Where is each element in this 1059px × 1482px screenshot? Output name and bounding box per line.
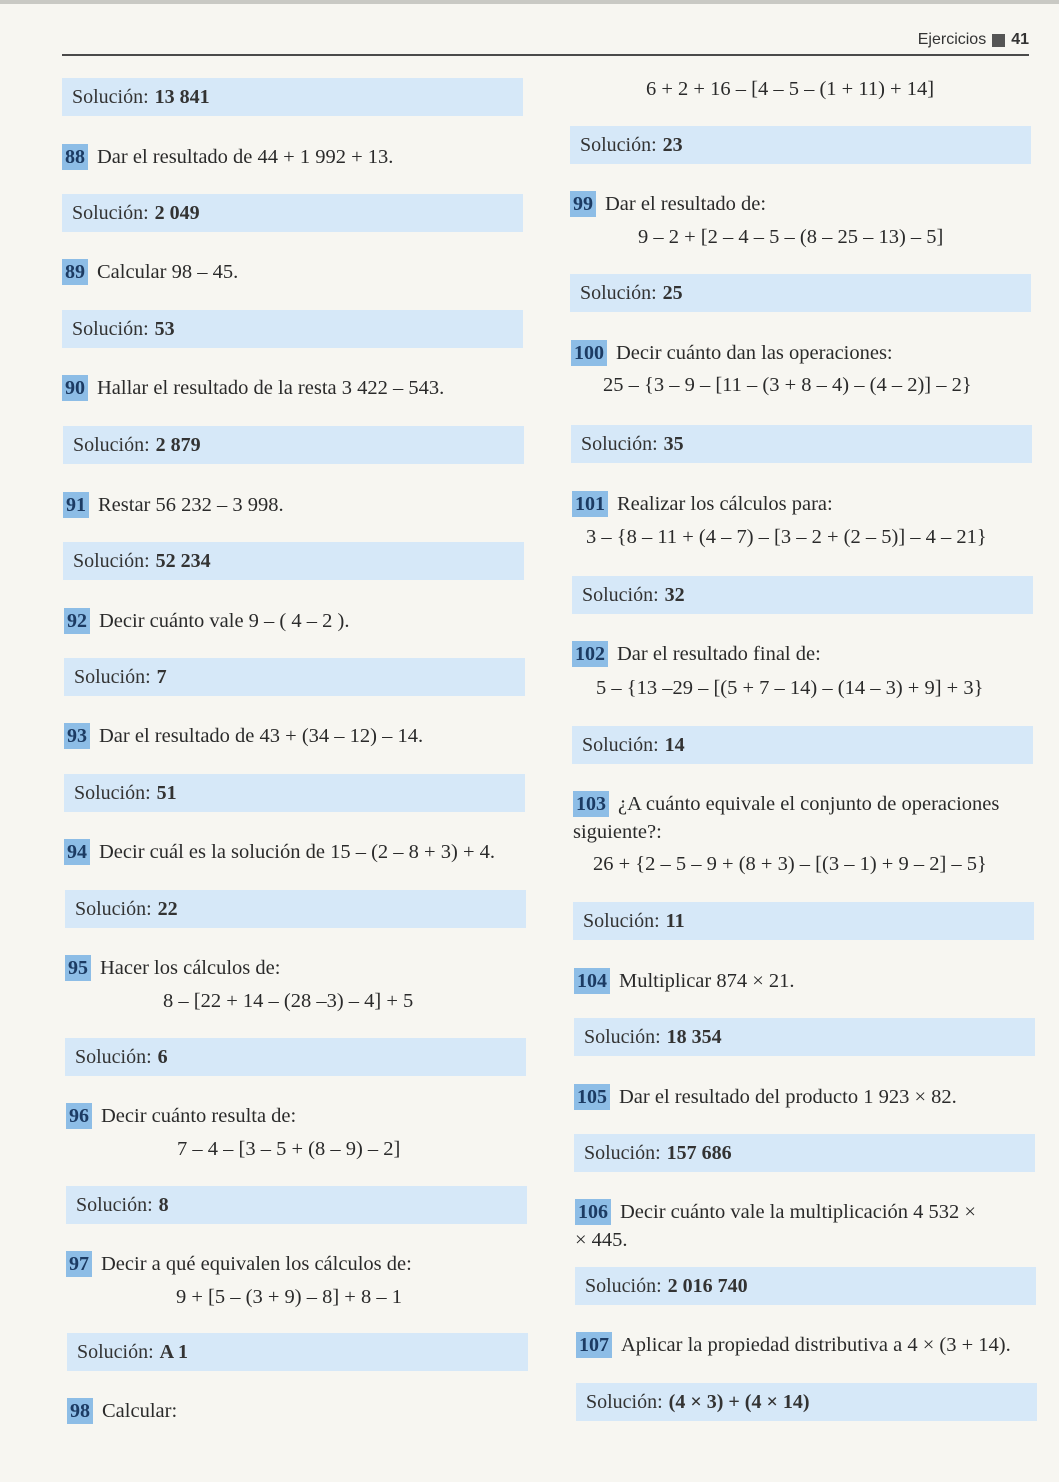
exercise-97: 97 Decir a qué equivalen los cálculos de: (66, 1250, 412, 1278)
solution-box: Solución: 11 (573, 902, 1034, 940)
solution-box: Solución: 2 016 740 (575, 1267, 1036, 1305)
solution-box: Solución: 6 (65, 1038, 526, 1076)
exercise-94: 94 Decir cuál es la solución de 15 – (2 – 8 + 3) + 4. (64, 838, 495, 866)
solution-box: Solución: 22 (65, 890, 526, 928)
page-number: 41 (1011, 31, 1029, 48)
solution-box: Solución: 23 (570, 126, 1031, 164)
solution-box: Solución: 2 049 (62, 194, 523, 232)
solution-box: Solución: 53 (62, 310, 523, 348)
solution-box: Solución: 32 (572, 576, 1033, 614)
formula: 8 – [22 + 14 – (28 –3) – 4] + 5 (163, 990, 414, 1012)
formula: 25 – {3 – 9 – [11 – (3 + 8 – 4) – (4 – 2)] – 2} (603, 374, 972, 396)
solution-box: Solución: 25 (570, 274, 1031, 312)
exercise-91: 91 Restar 56 232 – 3 998. (63, 491, 284, 519)
solution-box: Solución: 35 (571, 425, 1032, 463)
solution-box: Solución: 18 354 (574, 1018, 1035, 1056)
solution-box: Solución: 157 686 (574, 1134, 1035, 1172)
solution-box: Solución: (4 × 3) + (4 × 14) (576, 1383, 1037, 1421)
formula: 9 + [5 – (3 + 9) – 8] + 8 – 1 (176, 1286, 402, 1308)
solution-box: Solución: 52 234 (63, 542, 524, 580)
formula: 26 + {2 – 5 – 9 + (8 + 3) – [(3 – 1) + 9 – 2] – 5} (593, 853, 987, 875)
header-rule (62, 54, 1029, 56)
formula: 3 – {8 – 11 + (4 – 7) – [3 – 2 + (2 – 5)] – 4 – 21} (586, 526, 987, 548)
exercise-104: 104 Multiplicar 874 × 21. (574, 967, 795, 995)
exercise-92: 92 Decir cuánto vale 9 – ( 4 – 2 ). (64, 607, 349, 635)
exercise-105: 105 Dar el resultado del producto 1 923 × 82. (574, 1083, 957, 1111)
solution-box: Solución: 7 (64, 658, 525, 696)
solution-box: Solución: 13 841 (62, 78, 523, 116)
solution-box: Solución: 51 (64, 774, 525, 812)
solution-box: Solución: 8 (66, 1186, 527, 1224)
exercise-88: 88 Dar el resultado de 44 + 1 992 + 13. (62, 143, 393, 171)
exercise-103: 103 ¿A cuánto equivale el conjunto de operaciones siguiente?: (573, 793, 1000, 843)
exercise-96: 96 Decir cuánto resulta de: (66, 1102, 296, 1130)
exercise-106: 106 Decir cuánto vale la multiplicación 4 532 × × 445. (575, 1201, 976, 1251)
exercise-95: 95 Hacer los cálculos de: (65, 954, 280, 982)
exercise-98: 98 Calcular: (67, 1397, 177, 1425)
square-icon (992, 34, 1005, 47)
exercise-100: 100 Decir cuánto dan las operaciones: (571, 339, 893, 367)
solution-box: Solución: 14 (572, 726, 1033, 764)
exercise-101: 101 Realizar los cálculos para: (572, 490, 833, 518)
exercise-93: 93 Dar el resultado de 43 + (34 – 12) – 14. (64, 722, 423, 750)
exercise-99: 99 Dar el resultado de: (570, 190, 766, 218)
formula: 5 – {13 –29 – [(5 + 7 – 14) – (14 – 3) + 9] + 3} (596, 677, 984, 699)
formula: 9 – 2 + [2 – 4 – 5 – (8 – 25 – 13) – 5] (638, 226, 944, 248)
header-label: Ejercicios (917, 31, 987, 48)
exercise-102: 102 Dar el resultado final de: (572, 640, 821, 668)
exercise-89: 89 Calcular 98 – 45. (62, 258, 238, 286)
exercise-107: 107 Aplicar la propiedad distributiva a 4 × (3 + 14). (576, 1331, 1011, 1359)
solution-box: Solución: A 1 (67, 1333, 528, 1371)
page-header (918, 31, 1029, 49)
solution-box: Solución: 2 879 (63, 426, 524, 464)
formula: 6 + 2 + 16 – [4 – 5 – (1 + 11) + 14] (646, 78, 935, 100)
exercise-90: 90 Hallar el resultado de la resta 3 422 – 543. (62, 374, 444, 402)
formula: 7 – 4 – [3 – 5 + (8 – 9) – 2] (177, 1138, 401, 1160)
top-edge (0, 0, 1059, 4)
